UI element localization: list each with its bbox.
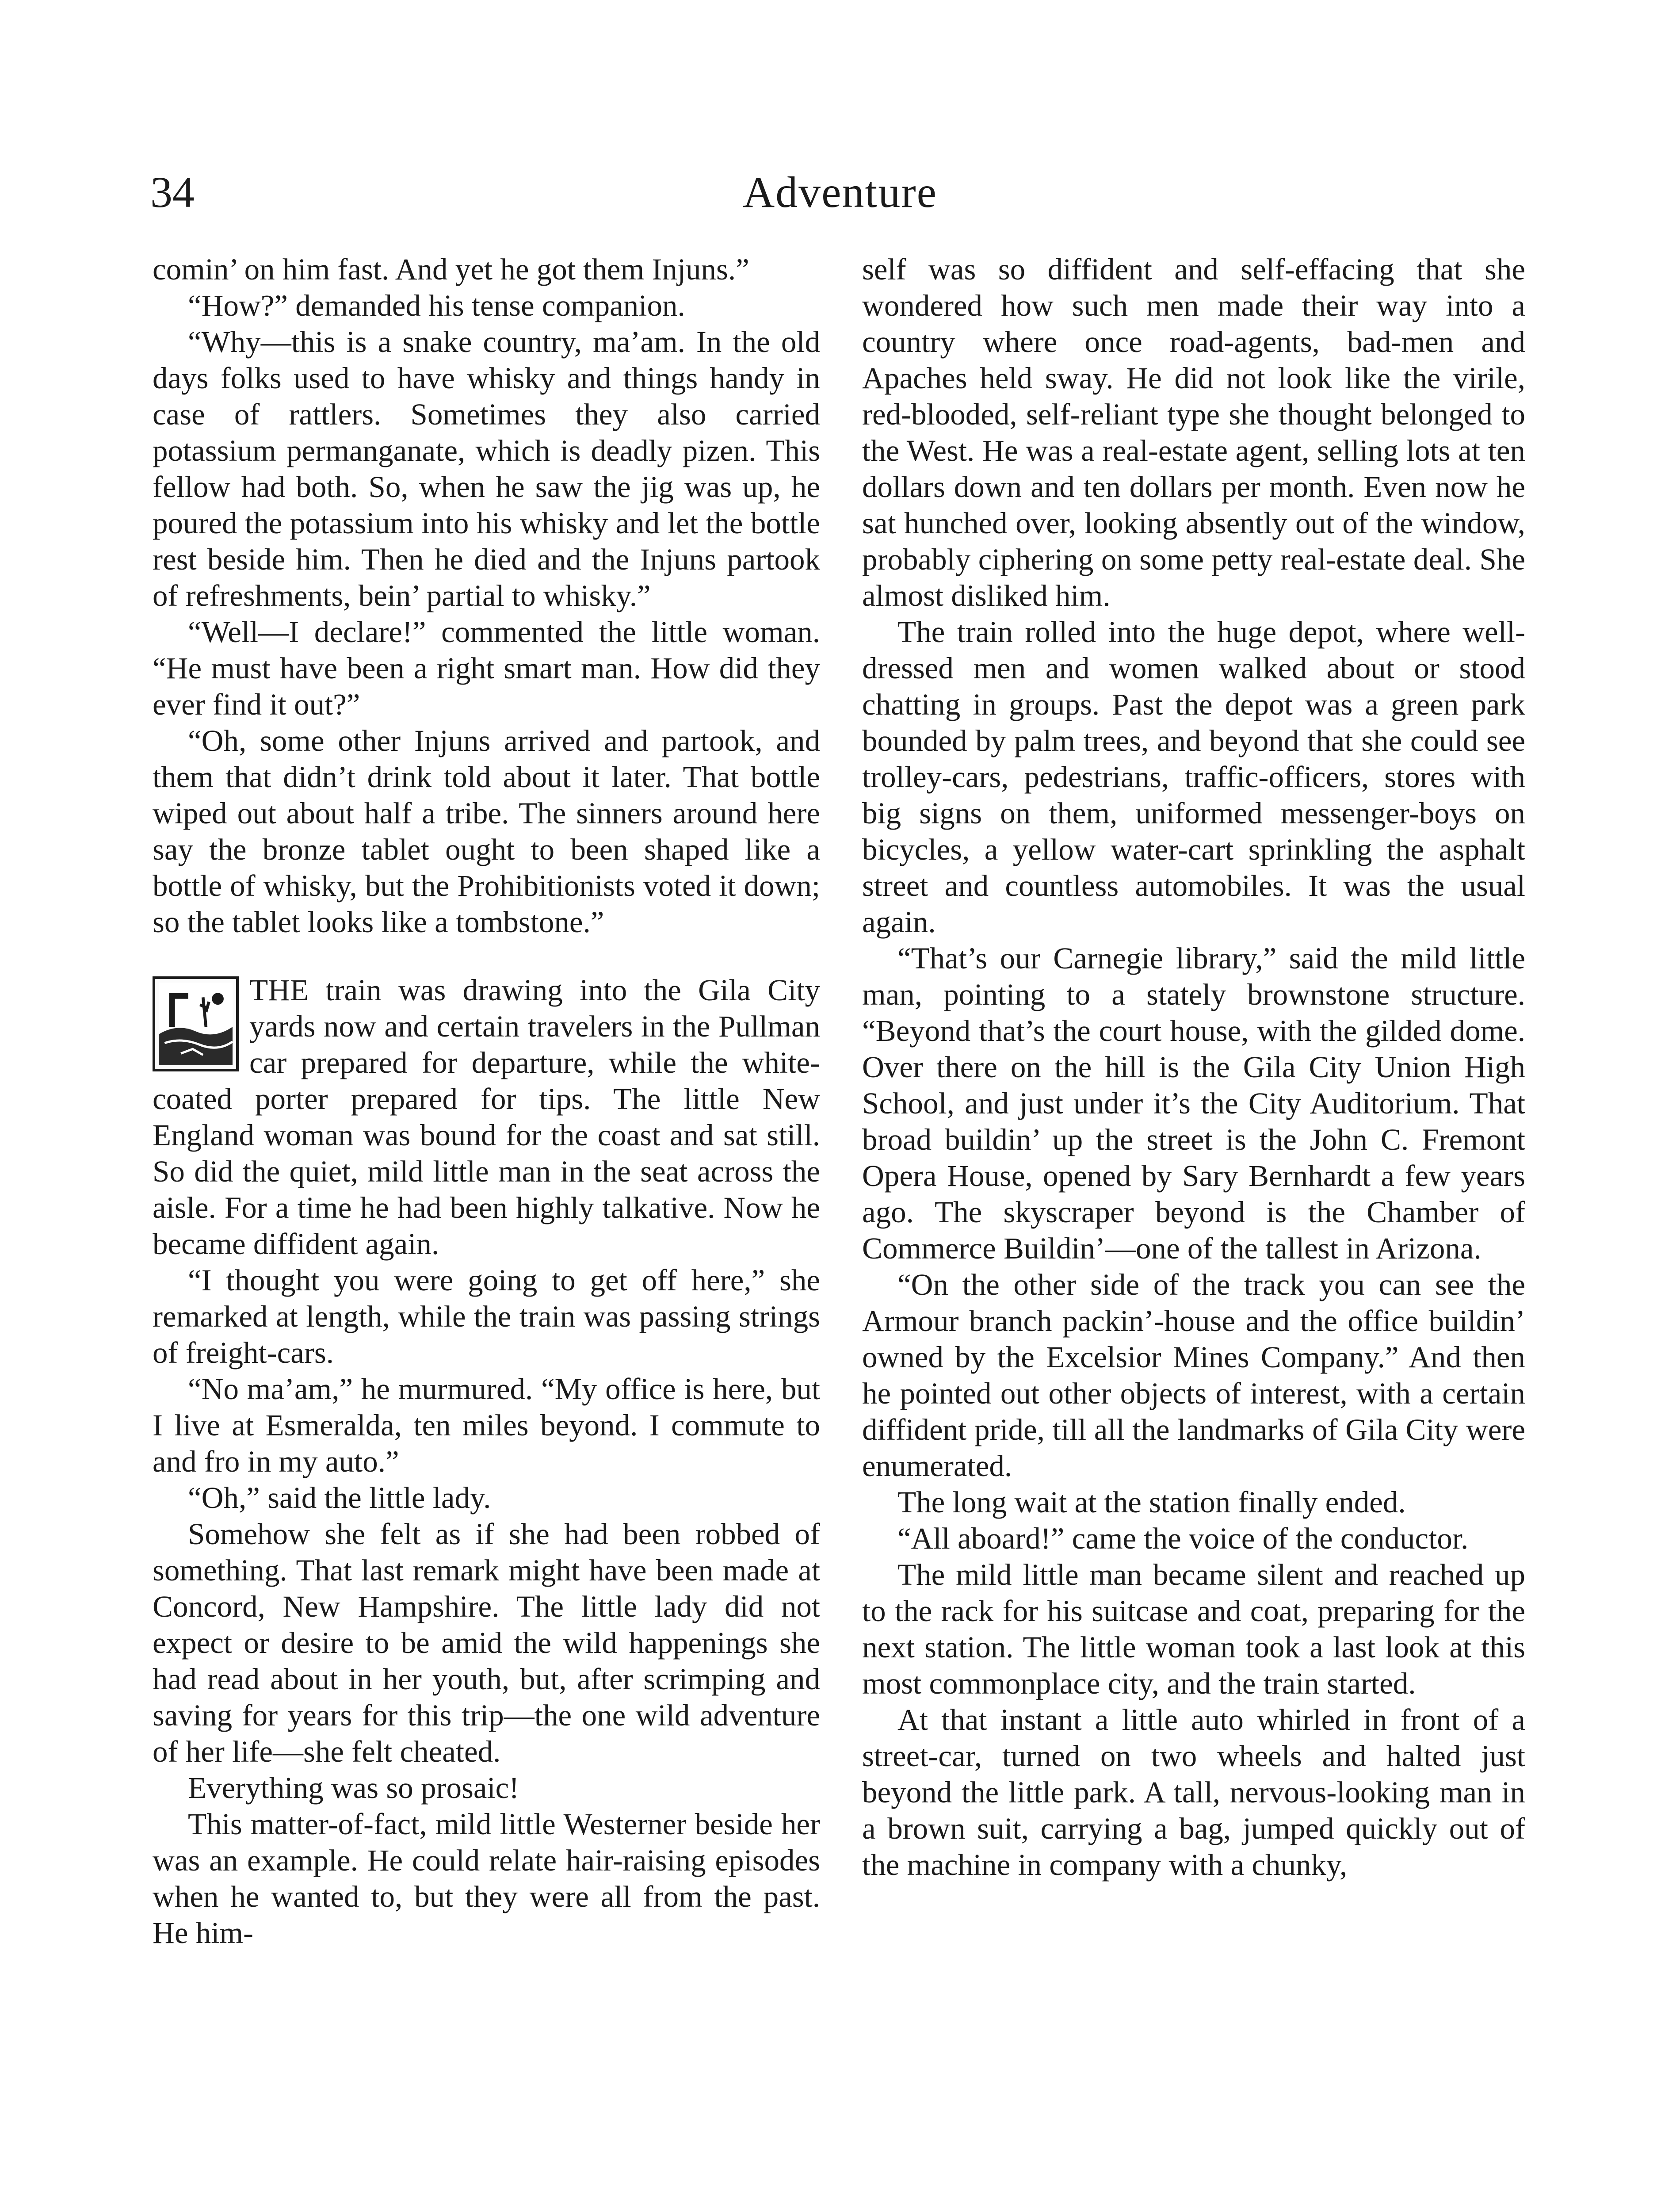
paragraph: “Oh,” said the little lady. xyxy=(188,1481,491,1515)
left-column xyxy=(153,251,820,1951)
paragraph: “That’s our Carnegie library,” said the mild little man, pointing to a stately brownstone structure. “Beyond that’s the court house, with the gilded dome. Over there on the hill is the Gila City Union High School, and just under it’s the City Auditorium. That broad buildin’ up the street is the John C. Fremont Opera House, opened by Sary Bernhardt a few years ago. The skyscraper beyond is the Chamber of Commerce Buildin’—one of the tallest in Arizona. xyxy=(862,941,1525,1265)
desert-scene-icon xyxy=(159,983,233,1065)
paragraph: The long wait at the station finally ended. xyxy=(897,1485,1406,1519)
paragraph: Somehow she felt as if she had been robbed of something. That last remark might have been made at Concord, New Hampshire. The little lady did not expect or desire to be amid the wild happenings she had read about in her youth, but, after scrimping and saving for years for this trip—the one wild adventure of her life—she felt cheated. xyxy=(153,1517,820,1768)
section-initial-letter: T xyxy=(249,973,268,1007)
paragraph: “Oh, some other Injuns arrived and partook, and them that didn’t drink told about it later. That bottle wiped out about half a tribe. The sinners around here say the bronze tablet ought to been shaped like a bottle of whisky, but the Prohibitionists voted it down; so the tablet looks like a tombstone.” xyxy=(153,724,820,939)
paragraph: “Well—I declare!” commented the little woman. “He must have been a right smart man. How did they ever find it out?” xyxy=(153,615,820,721)
right-column xyxy=(862,251,1525,1883)
paragraph: At that instant a little auto whirled in front of a street-car, turned on two wheels and halted just beyond the little park. A tall, nervous-looking man in a brown suit, carrying a bag, jumped quickly out of the machine in company with a chunky, xyxy=(862,1703,1525,1882)
paragraph: Everything was so prosaic! xyxy=(188,1771,519,1805)
paragraph: comin’ on him fast. And yet he got them Injuns.” xyxy=(153,252,749,286)
page-number: 34 xyxy=(150,168,195,217)
page-header xyxy=(150,166,1530,219)
paragraph: self was so diffident and self-effacing that she wondered how such men made their way into a country where once road-agents, bad-men and Apaches held sway. He did not look like the virile, red-blooded, self-reliant type she thought belonged to the West. He was a real-estate agent, selling lots at ten dollars down and ten dollars per month. Even now he sat hunched over, looking absently out of the window, probably ciphering on some petty real-estate deal. She almost disliked him. xyxy=(862,252,1525,612)
decorative-initial-illustration xyxy=(153,976,239,1071)
paragraph: The train rolled into the huge depot, where well-dressed men and women walked about or stood chatting in groups. Past the depot was a green park bounded by palm trees, and beyond that she could see trolley-cars, pedestrians, traffic-officers, stores with big signs on them, uniformed messenger-boys on bicycles, a yellow water-cart sprinkling the asphalt street and countless automobiles. It was the usual again. xyxy=(862,615,1525,939)
paragraph: This matter-of-fact, mild little Westerner beside her was an example. He could relate hair-raising episodes when he wanted to, but they were all from the past. He him- xyxy=(153,1807,820,1950)
section-first-paragraph-text: HE train was drawing into the Gila City yards now and certain travelers in the Pullman car prepared for departure, while the white-coated porter prepared for tips. The little New England woman was bound for the coast and sat still. So did the quiet, mild little man in the seat across the aisle. For a time he had been highly talkative. Now he became diffident again. xyxy=(153,973,820,1261)
section-start-paragraph xyxy=(153,972,820,1262)
paragraph: “How?” demanded his tense companion. xyxy=(188,289,685,322)
paragraph: “On the other side of the track you can see the Armour branch packin’-house and the office buildin’ owned by the Excelsior Mines Company.” And then he pointed out other objects of interest, with a certain diffident pride, till all the landmarks of Gila City were enumerated. xyxy=(862,1268,1525,1483)
paragraph: The mild little man became silent and reached up to the rack for his suitcase and coat, preparing for the next station. The little woman took a last look at this most commonplace city, and the train started. xyxy=(862,1558,1525,1700)
paragraph: “Why—this is a snake country, ma’am. In the old days folks used to have whisky and things handy in case of rattlers. Sometimes they also carried potassium permanganate, which is deadly pizen. This fellow had both. So, when he saw the jig was up, he poured the potassium into his whisky and let the bottle rest beside him. Then he died and the Injuns partook of refreshments, bein’ partial to whisky.” xyxy=(153,325,820,612)
paragraph: “No ma’am,” he murmured. “My office is here, but I live at Esmeralda, ten miles beyond. I commute to and fro in my auto.” xyxy=(153,1372,820,1478)
paragraph: “I thought you were going to get off here,” she remarked at length, while the train was passing strings of freight-cars. xyxy=(153,1263,820,1369)
magazine-title: Adventure xyxy=(742,168,938,217)
paragraph: “All aboard!” came the voice of the conductor. xyxy=(897,1522,1469,1555)
